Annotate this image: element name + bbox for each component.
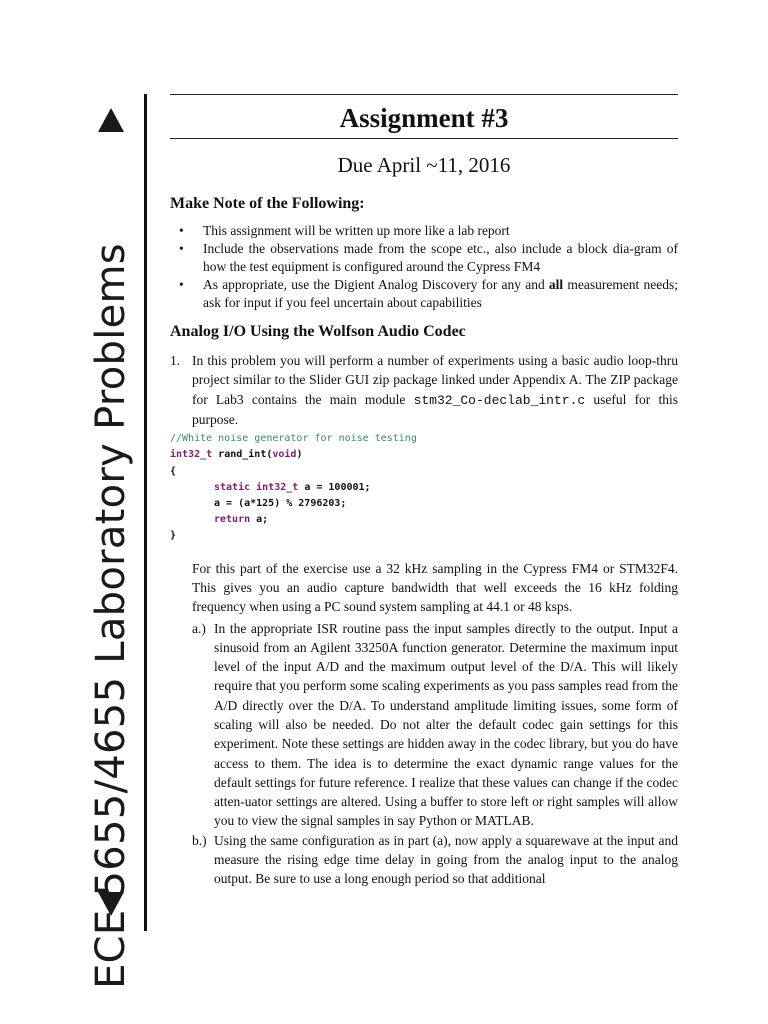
code-keyword: static: [214, 481, 251, 493]
problem-text-pre: In this problem you will perform a number of experiments using a basic audio loop-thru project similar to the Slider GUI zip package linked under Appendix A. The ZIP package for Lab3 contains the main module: [192, 353, 678, 407]
list-item-emphasis: all: [548, 277, 564, 292]
subitem-a: [170, 619, 678, 831]
vertical-divider: [144, 94, 147, 931]
triangle-up-icon: [98, 108, 124, 132]
list-item-text: This assignment will be written up more like a lab report: [203, 223, 510, 238]
code-comment: //White noise generator for noise testing: [170, 433, 417, 445]
notes-list: [170, 222, 678, 312]
subitem-text: In the appropriate ISR routine pass the input samples directly to the output. Input a sinusoid from an Agilent 33250A function generator. Determine the maximum input level of the input A/D and the maximum output level of the D/A. This will likely require that you perform some scaling experiments as you pass samples read from the A/D directly over the D/A. To understand amplitude limiting issues, some form of scaling will also be needed. Do not alter the default codec gain settings for this experiment. Note these settings are hidden away in the codec library, but you do have access to them. The idea is to determine the exact dynamic range values for the default settings for future reference. I realize that these values can change if the codec atten-uator settings are altered. Using a buffer to store left or right samples will allow you to view the signal samples in say Python or MATLAB.: [214, 620, 678, 829]
due-date: Due April ~11, 2016: [337, 153, 511, 177]
module-filename: stm32_Co-declab_intr.c: [413, 392, 586, 408]
triangle-down-icon: [98, 892, 124, 916]
body-paragraph: For this part of the exercise use a 32 kHz sampling in the Cypress FM4 or STM32F4. This gives you an audio capture bandwidth that well exceeds the 16 kHz folding frequency when using a PC sound system sampling at 44.1 or 48 ksps.: [192, 560, 678, 615]
bullet-icon: •: [179, 277, 184, 292]
list-item-text-pre: As appropriate, use the Digient Analog Discovery for any and: [203, 277, 549, 292]
code-text: a = 100001;: [298, 481, 371, 493]
code-text: a;: [250, 514, 269, 526]
side-banner: [82, 104, 134, 989]
notes-heading: Make Note of the Following:: [170, 195, 365, 212]
code-open-brace: {: [170, 465, 177, 477]
problem-text-post: useful for this purpose.: [192, 391, 678, 427]
list-item: [170, 240, 678, 276]
list-item: [170, 276, 678, 312]
code-line: [170, 496, 678, 512]
list-item: [170, 222, 678, 240]
subitem-text: Using the same configuration as in part (a), now apply a squarewave at the input and measure the rising edge time delay in going from the analog input to the analog output. Be sure to use a long enough period so that additional: [214, 832, 678, 887]
problem-number: 1.: [170, 353, 181, 368]
subitem-label: a.): [192, 620, 206, 636]
bullet-icon: •: [179, 241, 184, 256]
code-type: int32_t: [250, 481, 299, 493]
code-line: [170, 447, 678, 463]
code-block: [170, 431, 678, 544]
code-text: ): [296, 449, 303, 461]
code-line: [170, 512, 678, 528]
code-close-brace: }: [170, 530, 177, 542]
subitem-label: b.): [192, 832, 207, 848]
code-text: a = (a*125) % 2796203;: [214, 498, 347, 509]
title-rule: [170, 138, 678, 139]
problem-1: [170, 351, 678, 429]
list-item-text-post: measurement needs; ask for input if you feel uncertain about capabilities: [203, 277, 678, 310]
section-heading: Analog I/O Using the Wolfson Audio Codec: [170, 323, 466, 340]
page-title: Assignment #3: [339, 103, 509, 133]
list-item-text: Include the observations made from the scope etc., also include a block dia-gram of how the test equipment is configured around the Cypress FM4: [203, 241, 678, 274]
code-text: rand_int(: [212, 449, 273, 461]
subitem-b: [170, 831, 678, 889]
code-keyword: return: [214, 514, 251, 526]
bullet-icon: •: [179, 223, 184, 238]
banner-title: ECE 5655/4655 Laboratory Problems: [88, 243, 134, 989]
code-type: int32_t: [170, 449, 213, 461]
document-body: [170, 94, 678, 889]
code-keyword: void: [272, 449, 297, 461]
code-line: [170, 480, 678, 496]
